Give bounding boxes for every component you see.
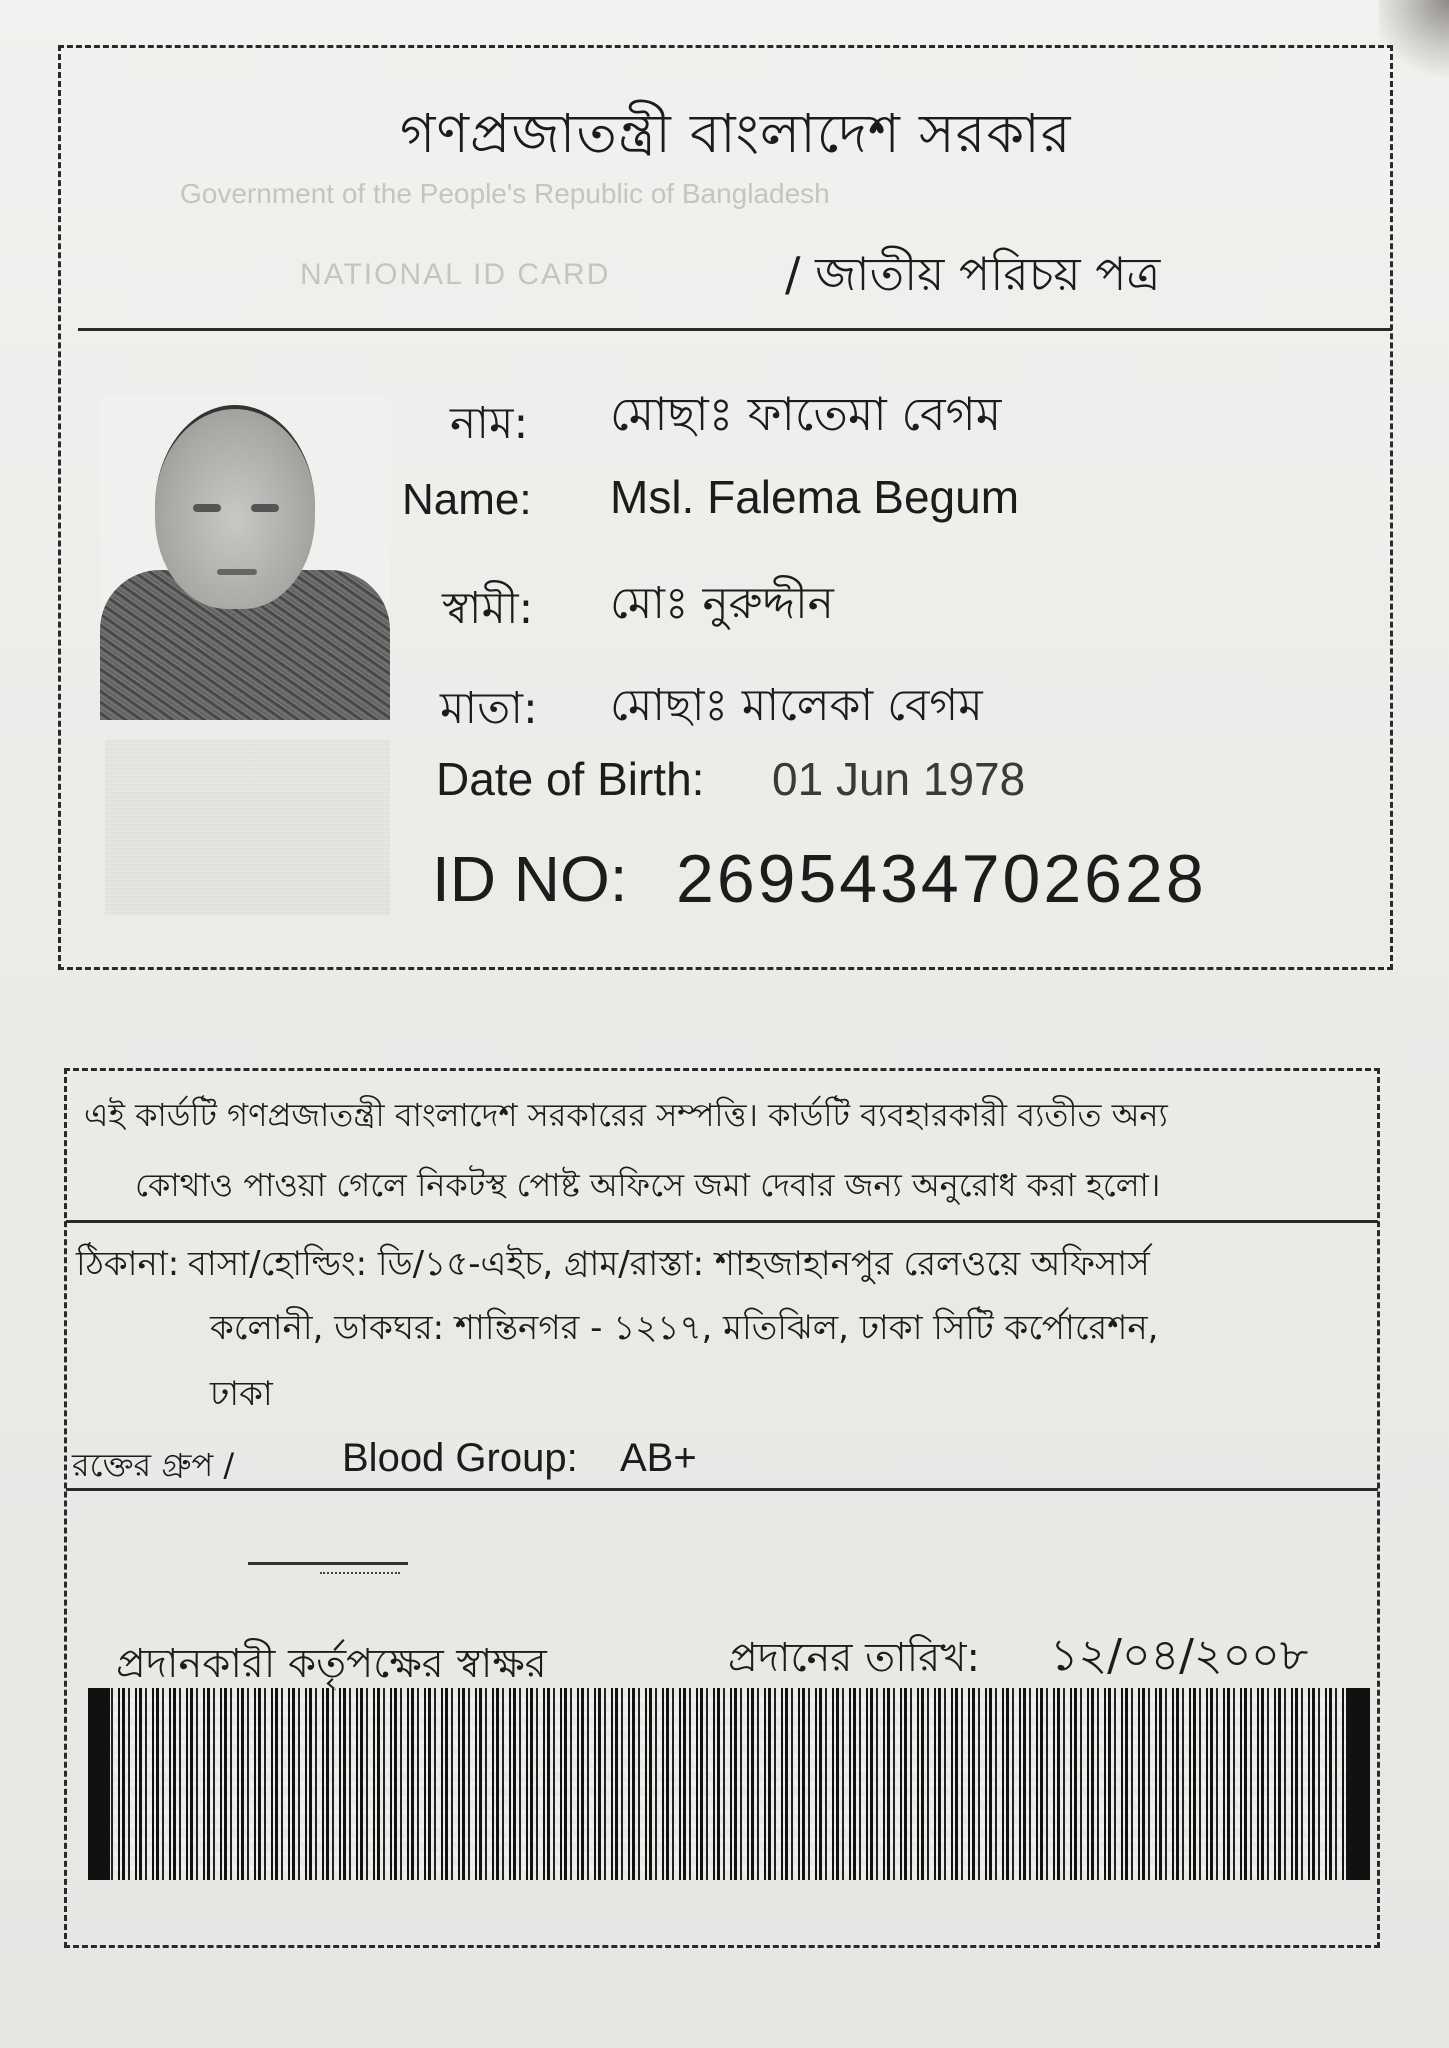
id-value: 2695434702628 — [676, 841, 1207, 917]
dob-value: 01 Jun 1978 — [772, 753, 1026, 805]
back-notice-divider — [66, 1220, 1378, 1223]
blood-value: AB+ — [620, 1436, 697, 1480]
pdf417-barcode — [88, 1688, 1370, 1880]
id-label: ID NO: — [432, 843, 628, 915]
husband-value: মোঃ নুরুদ্দীন — [610, 578, 834, 629]
address-label: ঠিকানা: — [76, 1244, 180, 1284]
issue-date-label: প্রদানের তারিখ: — [728, 1635, 980, 1681]
name-en-label: Name: — [402, 475, 532, 524]
blood-label-bn: রক্তের গ্রুপ / — [72, 1446, 235, 1484]
address-line-2: কলোনী, ডাকঘর: শান্তিনগর - ১২১৭, মতিঝিল, ঢাকা সিটি কর্পোরেশন, — [210, 1308, 1159, 1348]
signature-mark — [248, 1562, 408, 1565]
card-title: / জাতীয় পরিচয় পত্র — [785, 247, 1161, 301]
address-line-1: বাসা/হোল্ডিং: ডি/১৫-এইচ, গ্রাম/রাস্তা: শাহজাহানপুর রেলওয়ে অফিসার্স — [188, 1244, 1150, 1284]
govt-title: গণপ্রজাতন্ত্রী বাংলাদেশ সরকার — [400, 102, 1072, 165]
back-blood-divider — [66, 1488, 1378, 1491]
dob-label: Date of Birth: — [436, 753, 705, 805]
signature-label: প্রদানকারী কর্তৃপক্ষের স্বাক্ষর — [116, 1641, 547, 1687]
signature-scribble — [320, 1572, 400, 1574]
issue-date-value: ১২/০৪/২০০৮ — [1050, 1630, 1309, 1681]
address-line-3: ঢাকা — [210, 1374, 273, 1414]
husband-label: স্বামী: — [442, 583, 534, 634]
name-en-value: Msl. Falema Begum — [610, 471, 1020, 523]
blood-label-en: Blood Group: — [342, 1436, 578, 1480]
card-title-en: NATIONAL ID CARD — [300, 258, 611, 291]
mother-value: মোছাঃ মালেকা বেগম — [610, 680, 983, 731]
notice-line-1: এই কার্ডটি গণপ্রজাতন্ত্রী বাংলাদেশ সরকারের সম্পত্তি। কার্ডটি ব্যবহারকারী ব্যতীত অন্য — [84, 1096, 1168, 1134]
name-bn-value: মোছাঃ ফাতেমা বেগম — [610, 387, 1002, 441]
name-bn-label: নাম: — [450, 398, 529, 449]
notice-line-2: কোথাও পাওয়া গেলে নিকটস্থ পোষ্ট অফিসে জমা দেবার জন্য অনুরোধ করা হলো। — [135, 1166, 1161, 1204]
portrait-photo — [100, 395, 390, 720]
front-header-divider — [78, 328, 1392, 331]
govt-title-en: Government of the People's Republic of Bangladesh — [180, 178, 830, 209]
mother-label: মাতা: — [440, 683, 538, 734]
photo-ghost-print — [105, 740, 390, 915]
